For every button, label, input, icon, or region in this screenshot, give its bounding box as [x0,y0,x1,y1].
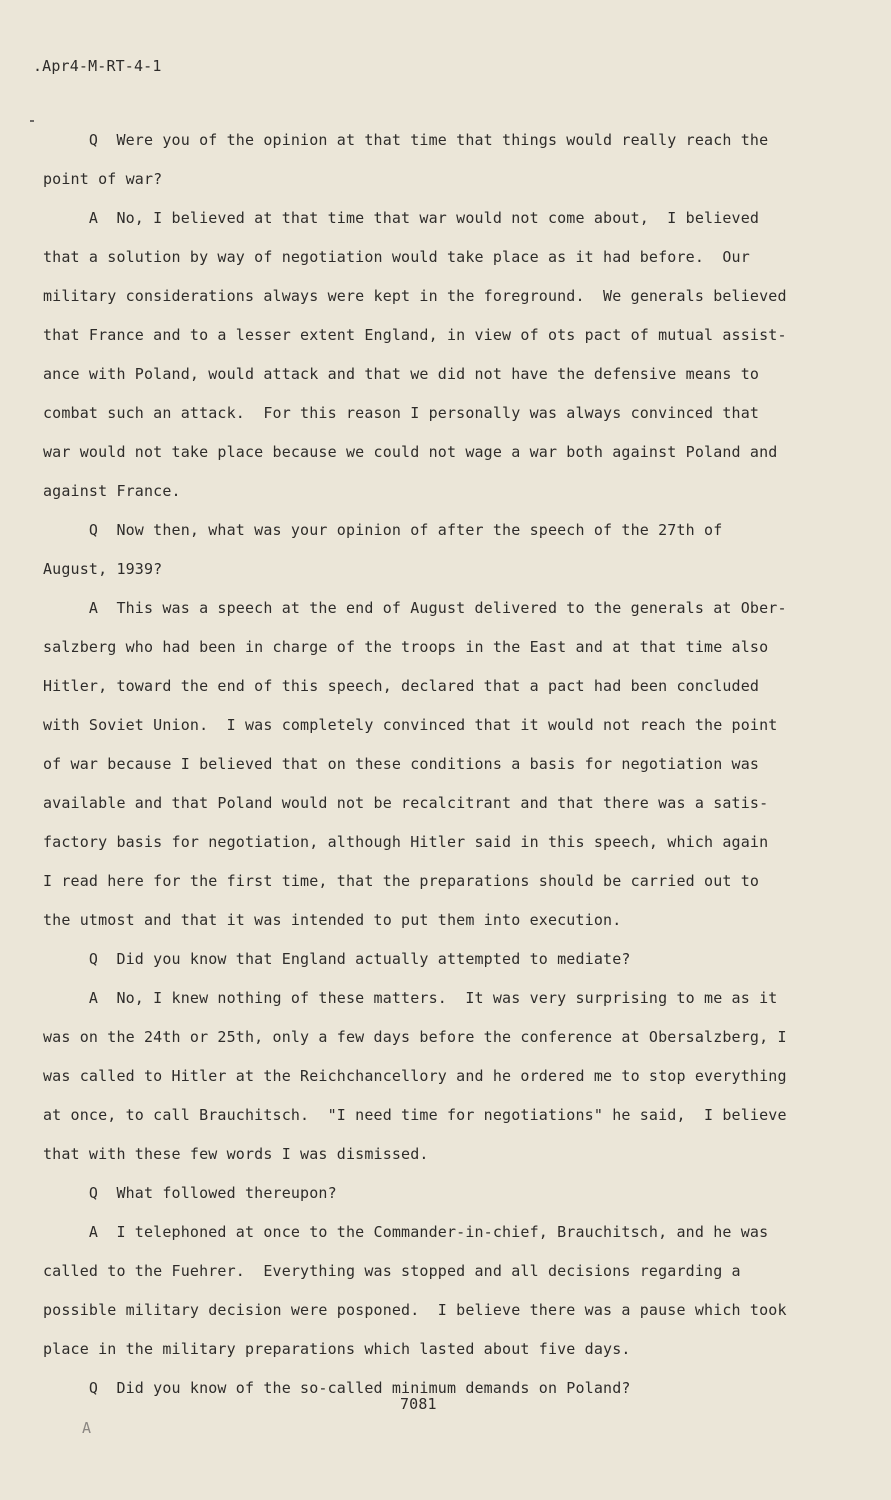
transcript-body [43,121,833,1408]
answer-marker: A [82,1419,92,1437]
margin-tick-mark [30,120,34,122]
text-line: salzberg who had been in charge of the troops in the East and at that time also [43,638,769,656]
text-line: A No, I knew nothing of these matters. It was very surprising to me as it [43,989,778,1007]
text-line: that a solution by way of negotiation would take place as it had before. Our [43,248,750,266]
text-line: Q Were you of the opinion at that time that things would really reach the [43,131,769,149]
text-line: the utmost and that it was intended to put them into execution. [43,911,622,929]
text-line: Q Did you know of the so-called minimum demands on Poland? [43,1379,631,1397]
text-line: place in the military preparations which lasted about five days. [43,1340,631,1358]
text-line: that with these few words I was dismissed. [43,1145,429,1163]
text-line: available and that Poland would not be recalcitrant and that there was a satis- [43,794,769,812]
text-line: A No, I believed at that time that war would not come about, I believed [43,209,760,227]
text-line: called to the Fuehrer. Everything was stopped and all decisions regarding a [43,1262,741,1280]
text-line: was on the 24th or 25th, only a few days before the conference at Obersalzberg, I [43,1028,787,1046]
text-line: with Soviet Union. I was completely convinced that it would not reach the point [43,716,778,734]
text-line: August, 1939? [43,560,163,578]
text-line: Q What followed thereupon? [43,1184,337,1202]
text-line: of war because I believed that on these conditions a basis for negotiation was [43,755,760,773]
text-line: Q Did you know that England actually attempted to mediate? [43,950,631,968]
text-line: against France. [43,482,181,500]
text-line: military considerations always were kept in the foreground. We generals believed [43,287,787,305]
text-line: ance with Poland, would attack and that we did not have the defensive means to [43,365,760,383]
text-line: was called to Hitler at the Reichchancellory and he ordered me to stop everything [43,1067,787,1085]
text-line: Q Now then, what was your opinion of after the speech of the 27th of [43,521,723,539]
text-line: at once, to call Brauchitsch. "I need time for negotiations" he said, I believe [43,1106,787,1124]
document-code: .Apr4-M-RT-4-1 [33,57,162,75]
text-line: A This was a speech at the end of August delivered to the generals at Ober- [43,599,787,617]
text-line: point of war? [43,170,163,188]
text-line: combat such an attack. For this reason I personally was always convinced that [43,404,760,422]
text-line: Hitler, toward the end of this speech, declared that a pact had been concluded [43,677,760,695]
text-line: factory basis for negotiation, although Hitler said in this speech, which again [43,833,769,851]
text-line: that France and to a lesser extent England, in view of ots pact of mutual assist- [43,326,787,344]
text-line: possible military decision were posponed. I believe there was a pause which took [43,1301,787,1319]
text-line: I read here for the first time, that the preparations should be carried out to [43,872,760,890]
page-number: 7081 [400,1395,437,1413]
text-line: war would not take place because we could not wage a war both against Poland and [43,443,778,461]
text-line: A I telephoned at once to the Commander-in-chief, Brauchitsch, and he was [43,1223,769,1241]
